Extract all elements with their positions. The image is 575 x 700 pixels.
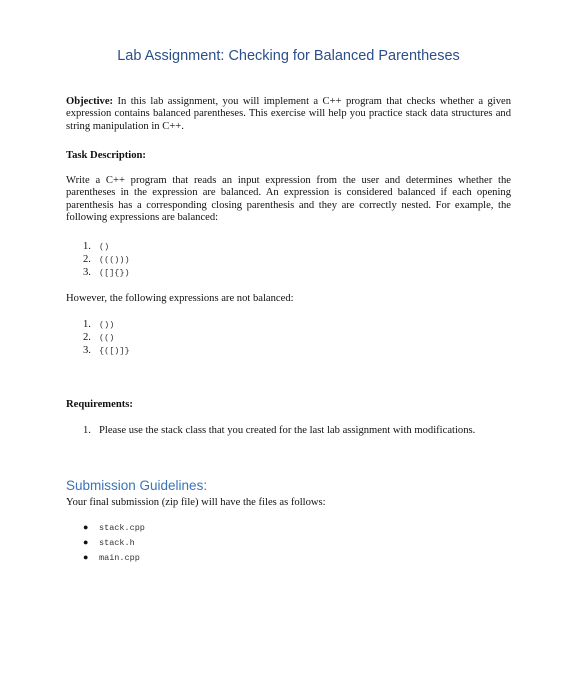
list-item [83, 240, 130, 253]
bullet-icon: ● [83, 522, 89, 532]
bullet-icon: ● [83, 537, 89, 547]
list-item [83, 424, 475, 437]
document-title: Lab Assignment: Checking for Balanced Parentheses [117, 48, 460, 64]
submission-intro: Your final submission (zip file) will have the files as follows: [66, 497, 326, 508]
list-item [83, 331, 130, 344]
balanced-examples-list [83, 240, 130, 279]
list-item [83, 266, 130, 279]
requirements-heading: Requirements: [66, 399, 133, 410]
bullet-icon: ● [83, 552, 89, 562]
objective-label: Objective: [66, 96, 114, 107]
list-number: 2. [83, 254, 91, 265]
objective-text: In this lab assignment, you will implement a C++ program that checks whether a given expression contains balanced parentheses. This exercise will help you practice stack data structures and string manipulation in C++. [66, 96, 511, 132]
expression: ((())) [99, 255, 130, 265]
expression: (() [99, 333, 115, 343]
expression: ([]{}) [99, 268, 130, 278]
expression: {([)]} [99, 346, 130, 356]
requirement-text: Please use the stack class that you created for the last lab assignment with modifications. [99, 425, 476, 436]
requirements-list [83, 424, 475, 437]
unbalanced-intro: However, the following expressions are not balanced: [66, 293, 294, 304]
task-heading: Task Description: [66, 150, 146, 161]
list-item [83, 318, 130, 331]
list-number: 1. [83, 425, 91, 436]
list-item [83, 344, 130, 357]
file-name: stack.cpp [99, 523, 145, 533]
list-item [83, 518, 145, 533]
expression: ()) [99, 320, 115, 330]
submission-heading: Submission Guidelines: [66, 478, 208, 493]
list-number: 1. [83, 241, 91, 252]
submission-file-list [83, 518, 145, 563]
file-name: stack.h [99, 538, 135, 548]
list-number: 3. [83, 267, 91, 278]
file-name: main.cpp [99, 553, 140, 563]
unbalanced-examples-list [83, 318, 130, 357]
list-item [83, 533, 145, 548]
expression: () [99, 242, 110, 252]
list-number: 1. [83, 319, 91, 330]
list-number: 2. [83, 332, 91, 343]
task-intro: Write a C++ program that reads an input expression from the user and determines whether the parentheses in the expression are balanced. An expression is considered balanced if each opening parenthesis has a corresponding closing parenthesis and they are correctly nested. For example, the following expressions are balanced: [66, 175, 511, 224]
list-number: 3. [83, 345, 91, 356]
list-item [83, 548, 145, 563]
objective-paragraph [66, 96, 511, 133]
list-item [83, 253, 130, 266]
